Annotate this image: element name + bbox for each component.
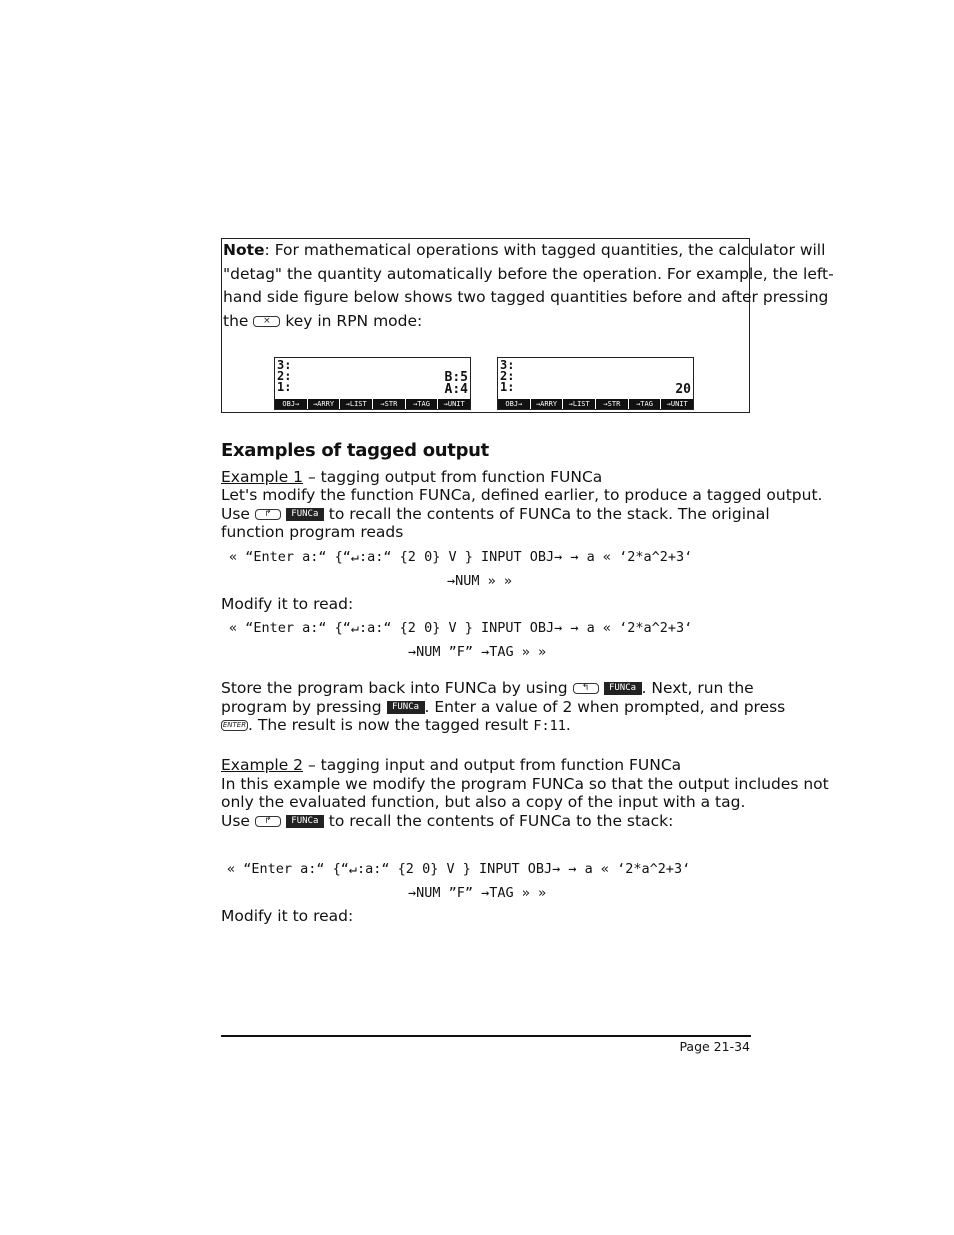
left-shift-key-icon: ↰ (573, 683, 599, 694)
funca-softkey-icon: FUNCa (604, 682, 642, 695)
menu-tag: →TAG (406, 399, 438, 409)
example1-store-line2: program by pressing FUNCa . Enter a value of 2 when prompted, and press (221, 698, 786, 716)
stack-value-result: 20 (675, 382, 691, 397)
stack-level-1: 1: (277, 380, 292, 394)
menu-str: →STR (596, 399, 628, 409)
example1-line3: function program reads (221, 523, 404, 541)
stack-value-b: B:5 (444, 370, 468, 385)
note-line-1: Note: For mathematical operations with tagged quantities, the calculator will (223, 241, 826, 259)
example1-title: Example 1 – tagging output from function FUNCa (221, 468, 603, 486)
example2-line2: only the evaluated function, but also a copy of the input with a tag. (221, 793, 746, 811)
example1-modify: Modify it to read: (221, 595, 354, 613)
times-key-icon: × (253, 316, 280, 327)
menu-arry: →ARRY (531, 399, 563, 409)
example2-modify: Modify it to read: (221, 907, 354, 925)
note-line-4: the × key in RPN mode: (223, 312, 423, 330)
code-block-1-line1: « “Enter a:“ {“↵:a:“ {2 0} V } INPUT OBJ→ → a « ‘2*a^2+3‘ (229, 549, 693, 565)
code-block-3-line2: →NUM ”F” →TAG » » (408, 885, 547, 901)
example1-line2: Use ↱ FUNCa to recall the contents of FUNCa to the stack. The original (221, 505, 770, 523)
menu-list: →LIST (563, 399, 595, 409)
code-block-2-line2: →NUM ”F” →TAG » » (408, 644, 547, 660)
menu-str: →STR (373, 399, 405, 409)
menu-unit: →UNIT (438, 399, 470, 409)
funca-softkey-icon: FUNCa (286, 508, 324, 521)
calculator-screen-after (497, 357, 694, 410)
note-line-2: "detag" the quantity automatically before the operation. For example, the left- (223, 265, 834, 283)
example1-store-line1: Store the program back into FUNCa by using ↰ FUNCa . Next, run the (221, 679, 754, 697)
stack-level-1: 1: (500, 380, 515, 394)
code-block-1-line2: →NUM » » (447, 573, 513, 589)
calculator-screen-before (274, 357, 471, 410)
funca-softkey-icon: FUNCa (286, 815, 324, 828)
menu-obj: OBJ→ (498, 399, 530, 409)
example2-line1: In this example we modify the program FUNCa so that the output includes not (221, 775, 829, 793)
menu-list: →LIST (340, 399, 372, 409)
soft-menu (275, 399, 470, 409)
menu-unit: →UNIT (661, 399, 693, 409)
enter-key-icon: ENTER (222, 721, 247, 729)
stack-level-3: 3: (500, 358, 515, 372)
menu-arry: →ARRY (308, 399, 340, 409)
code-block-3-line1: « “Enter a:“ {“↵:a:“ {2 0} V } INPUT OBJ→ → a « ‘2*a^2+3‘ (227, 861, 691, 877)
note-label: Note (223, 241, 265, 259)
stack-level-3: 3: (277, 358, 292, 372)
note-box (221, 238, 834, 413)
example2-line3: Use ↱ FUNCa to recall the contents of FUNCa to the stack: (221, 812, 674, 830)
example1-store-line3: ENTER . The result is now the tagged result F:11. (222, 716, 571, 734)
section-heading: Examples of tagged output (221, 440, 489, 461)
stack-value-a: A:4 (444, 382, 468, 397)
footer-rule (221, 1035, 751, 1037)
menu-tag: →TAG (629, 399, 661, 409)
right-shift-key-icon: ↱ (255, 509, 281, 520)
stack-level-2: 2: (277, 369, 292, 383)
tagged-result: F:11 (533, 718, 566, 734)
note-line-3: hand side figure below shows two tagged quantities before and after pressing (223, 288, 829, 306)
soft-menu (498, 399, 693, 409)
stack-level-2: 2: (500, 369, 515, 383)
code-block-2-line1: « “Enter a:“ {“↵:a:“ {2 0} V } INPUT OBJ→ → a « ‘2*a^2+3‘ (229, 620, 693, 636)
page-number: Page 21-34 (679, 1039, 750, 1054)
funca-softkey-icon: FUNCa (387, 701, 425, 714)
example2-title: Example 2 – tagging input and output from function FUNCa (221, 756, 682, 774)
example1-line1: Let's modify the function FUNCa, defined earlier, to produce a tagged output. (221, 486, 823, 504)
menu-obj: OBJ→ (275, 399, 307, 409)
right-shift-key-icon: ↱ (255, 816, 281, 827)
